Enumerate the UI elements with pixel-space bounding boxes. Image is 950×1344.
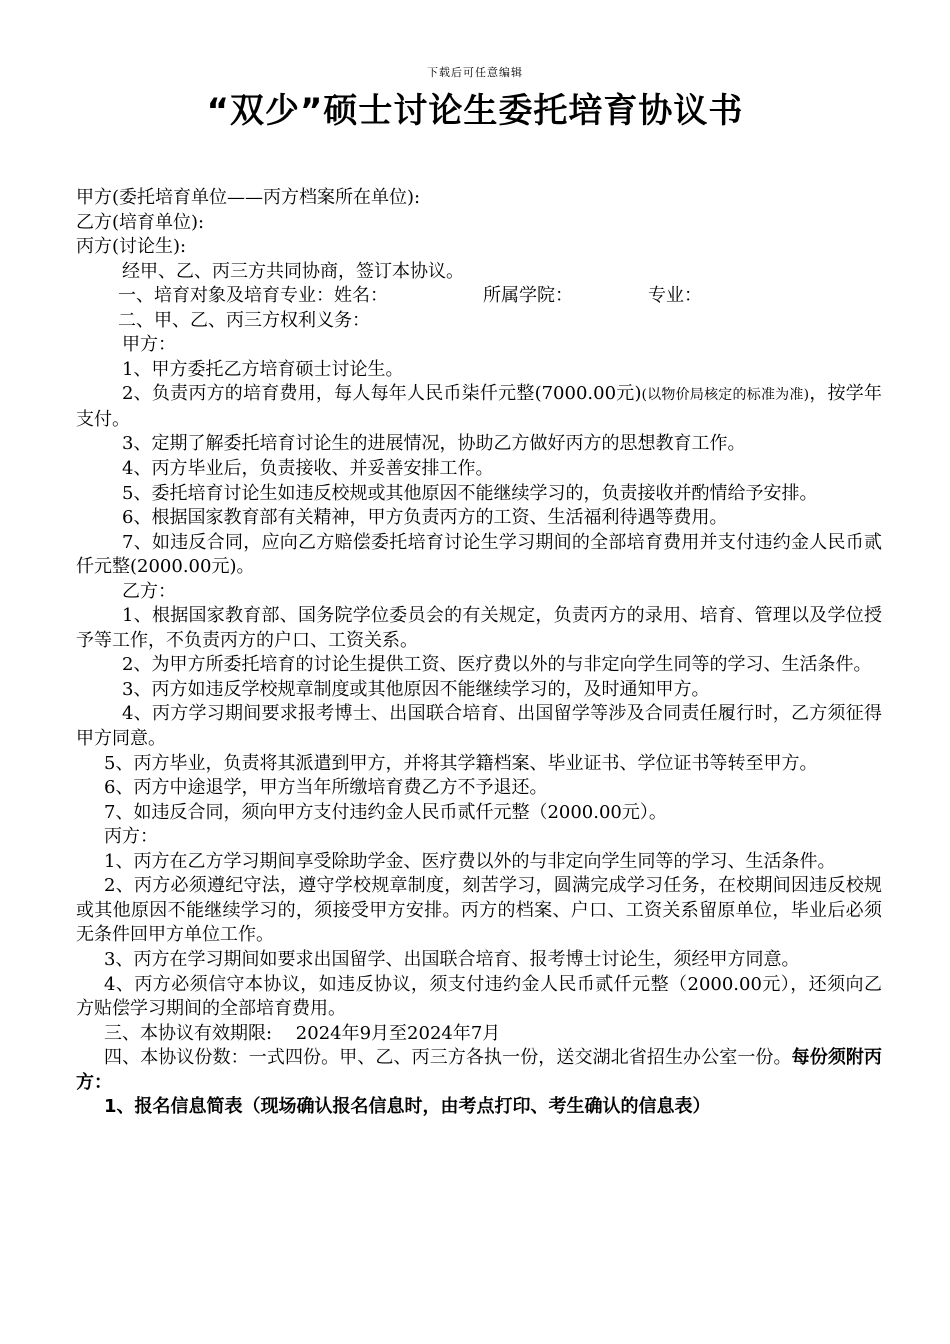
price-bureau-note: (以物价局核定的标准为准): [641, 387, 810, 404]
header-note: 下载后可任意编辑: [427, 66, 523, 79]
major-label: 专业：: [648, 285, 702, 307]
party-b-item-6: 6、丙方中途退学，甲方当年所缴培育费乙方不予退还。: [104, 777, 548, 799]
party-a-item-3: 3、定期了解委托培育讨论生的进展情况，协助乙方做好丙方的思想教育工作。: [122, 433, 746, 455]
document-body: [76, 186, 882, 1120]
party-c-item-3: 3、丙方在学习期间如要求出国留学、出国联合培育、报考博士讨论生，须经甲方同意。: [104, 948, 800, 970]
party-a-item-7: 7、如违反合同，应向乙方赔偿委托培育讨论生学习期间的全部培育费用并支付违约金人民币贰仟元整(2000.00元)。: [76, 531, 882, 578]
party-c-item-2: 2、丙方必须遵纪守法，遵守学校规章制度，刻苦学习，圆满完成学习任务，在校期间因违反校规或其他原因不能继续学习的，须接受甲方安排。丙方的档案、户口、工资关系留原单位，毕业后必须无条件回甲方单位工作。: [76, 875, 882, 946]
party-a-item-2: 2、负责丙方的培育费用，每人每年人民币柒仟元整(7000.00元)(以物价局核定的标准为准)，按学年支付。: [76, 383, 882, 430]
party-b-item-2: 2、为甲方所委托培育的讨论生提供工资、医疗费以外的与非定向学生同等的学习、生活条件。: [122, 654, 872, 676]
party-c-line: 丙方(讨论生):: [76, 236, 187, 258]
party-c-item-4: 4、丙方必须信守本协议，如违反协议，须支付违约金人民币贰仟元整（2000.00元），还须向乙方贴偿学习期间的全部培育费用。: [76, 973, 882, 1020]
attachment-item-1: 1、报名信息简表（现场确认报名信息时，由考点打印、考生确认的信息表）: [104, 1096, 711, 1118]
party-b-item-4: 4、丙方学习期间要求报考博士、出国联合培育、出国留学等涉及合同责任履行时，乙方须征得甲方同意。: [76, 703, 882, 750]
party-b-item-7: 7、如违反合同，须向甲方支付违约金人民币贰仟元整（2000.00元）。: [104, 801, 667, 823]
party-b-line: 乙方(培育单位):: [76, 211, 205, 233]
party-b-heading: 乙方：: [122, 580, 176, 602]
section-1-label: 一、培育对象及培育专业：姓名：: [118, 285, 388, 307]
document-title: “双少”硕士讨论生委托培育协议书: [206, 91, 744, 131]
party-c-item-1: 1、丙方在乙方学习期间享受除助学金、医疗费以外的与非定向学生同等的学习、生活条件。: [104, 850, 836, 872]
party-b-item-3: 3、丙方如违反学校规章制度或其他原因不能继续学习的，及时通知甲方。: [122, 678, 710, 700]
attachment-heading: 每份须附丙方：: [76, 1047, 883, 1093]
section-3-validity: 三、本协议有效期限: 2024年9月至2024年7月: [104, 1022, 501, 1044]
party-b-item-5: 5、丙方毕业，负责将其派遣到甲方，并将其学籍档案、毕业证书、学位证书等转至甲方。: [104, 752, 818, 774]
college-label: 所属学院：: [483, 285, 573, 307]
party-c-heading: 丙方：: [104, 826, 158, 848]
party-b-item-1: 1、根据国家教育部、国务院学位委员会的有关规定，负责丙方的录用、培育、管理以及学位授予等工作，不负责丙方的户口、工资关系。: [76, 605, 882, 651]
section-4-copies: 四、本协议份数：一式四份。甲、乙、丙三方各执一份，送交湖北省招生办公室一份。每份须附丙方：: [76, 1047, 883, 1093]
party-a-heading: 甲方：: [122, 334, 176, 356]
section-1-line: [76, 284, 882, 309]
party-a-item-1: 1、甲方委托乙方培育硕士讨论生。: [122, 358, 404, 380]
section-2-heading: 二、甲、乙、丙三方权利义务：: [118, 309, 370, 331]
party-a-item-4: 4、丙方毕业后，负责接收、并妥善安排工作。: [122, 458, 494, 480]
party-a-item-5: 5、委托培育讨论生如违反校规或其他原因不能继续学习的，负责接收并酌情给予安排。: [122, 482, 818, 504]
party-a-item-6: 6、根据国家教育部有关精神，甲方负责丙方的工资、生活福利待遇等费用。: [122, 507, 728, 529]
intro-paragraph: 经甲、乙、丙三方共同协商，签订本协议。: [122, 260, 464, 282]
party-a-line: 甲方(委托培育单位——丙方档案所在单位):: [76, 187, 421, 208]
